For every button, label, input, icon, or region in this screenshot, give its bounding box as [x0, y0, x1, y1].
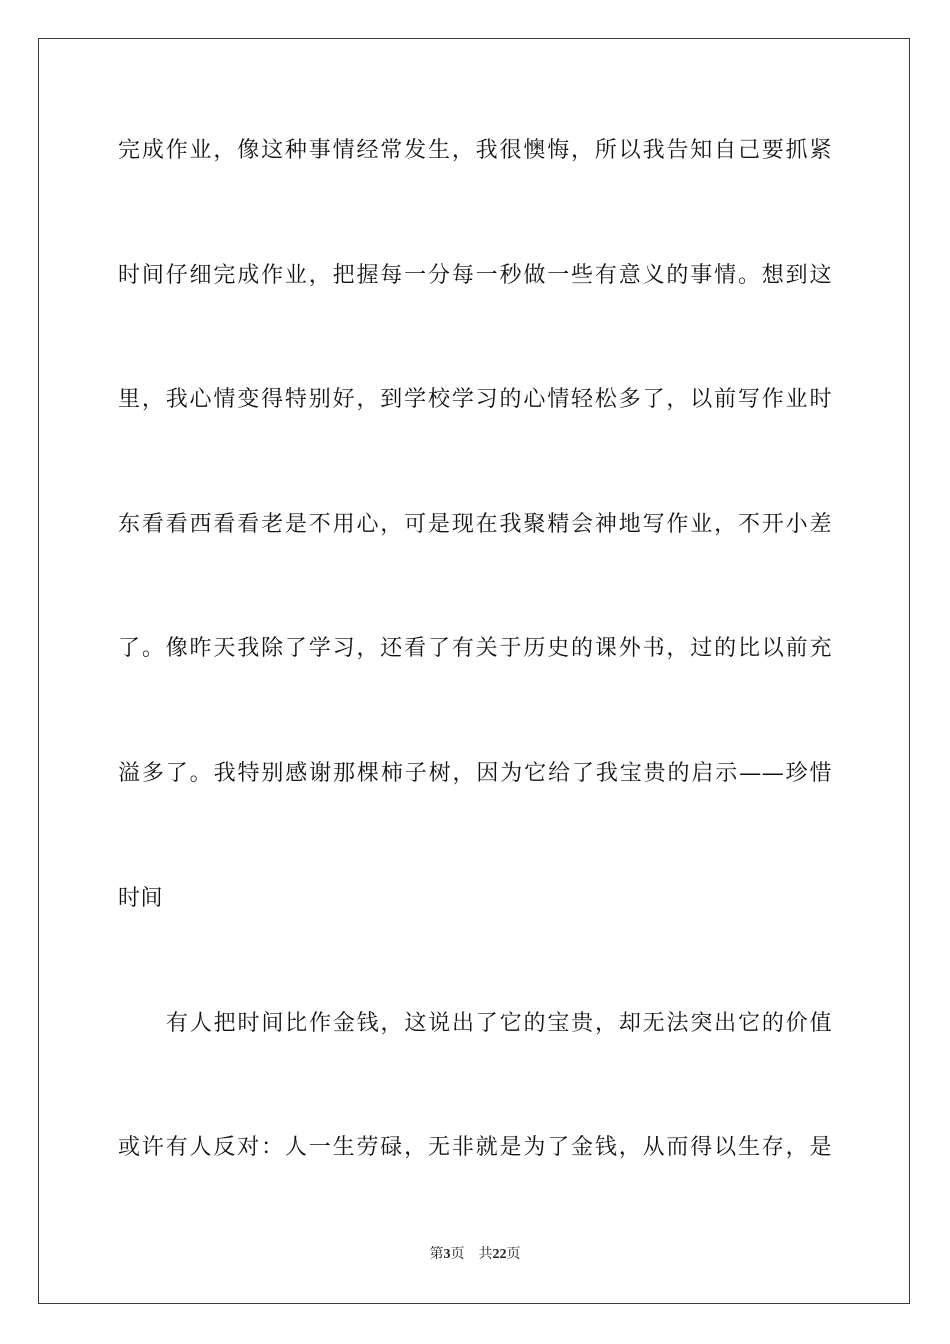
paragraph-line: 东看看西看看老是不用心，可是现在我聚精会神地写作业，不开小差: [118, 512, 832, 537]
total-suffix: 页: [506, 1246, 521, 1262]
paragraph-line: 时间: [118, 886, 164, 911]
page-border: [38, 38, 910, 1304]
page-suffix: 页: [450, 1246, 465, 1262]
total-prefix: 共: [478, 1246, 493, 1262]
paragraph-line: 完成作业，像这种事情经常发生，我很懊悔，所以我告知自己要抓紧: [118, 138, 832, 163]
page-number: 3: [443, 1247, 451, 1262]
page-footer: [0, 1244, 950, 1265]
paragraph-line: 了。像昨天我除了学习，还看了有关于历史的课外书，过的比以前充: [118, 636, 832, 661]
paragraph-line: 有人把时间比作金钱，这说出了它的宝贵，却无法突出它的价值: [166, 1011, 832, 1036]
paragraph-line: 时间仔细完成作业，把握每一分每一秒做一些有意义的事情。想到这: [118, 263, 832, 288]
paragraph-line: 溢多了。我特别感谢那棵柿子树，因为它给了我宝贵的启示——珍惜: [118, 761, 832, 786]
total-pages: 22: [492, 1247, 507, 1262]
paragraph-line: 里，我心情变得特别好，到学校学习的心情轻松多了，以前写作业时: [118, 387, 832, 412]
page-prefix: 第: [429, 1246, 444, 1262]
paragraph-line: 或许有人反对：人一生劳碌，无非就是为了金钱，从而得以生存，是: [118, 1135, 832, 1160]
